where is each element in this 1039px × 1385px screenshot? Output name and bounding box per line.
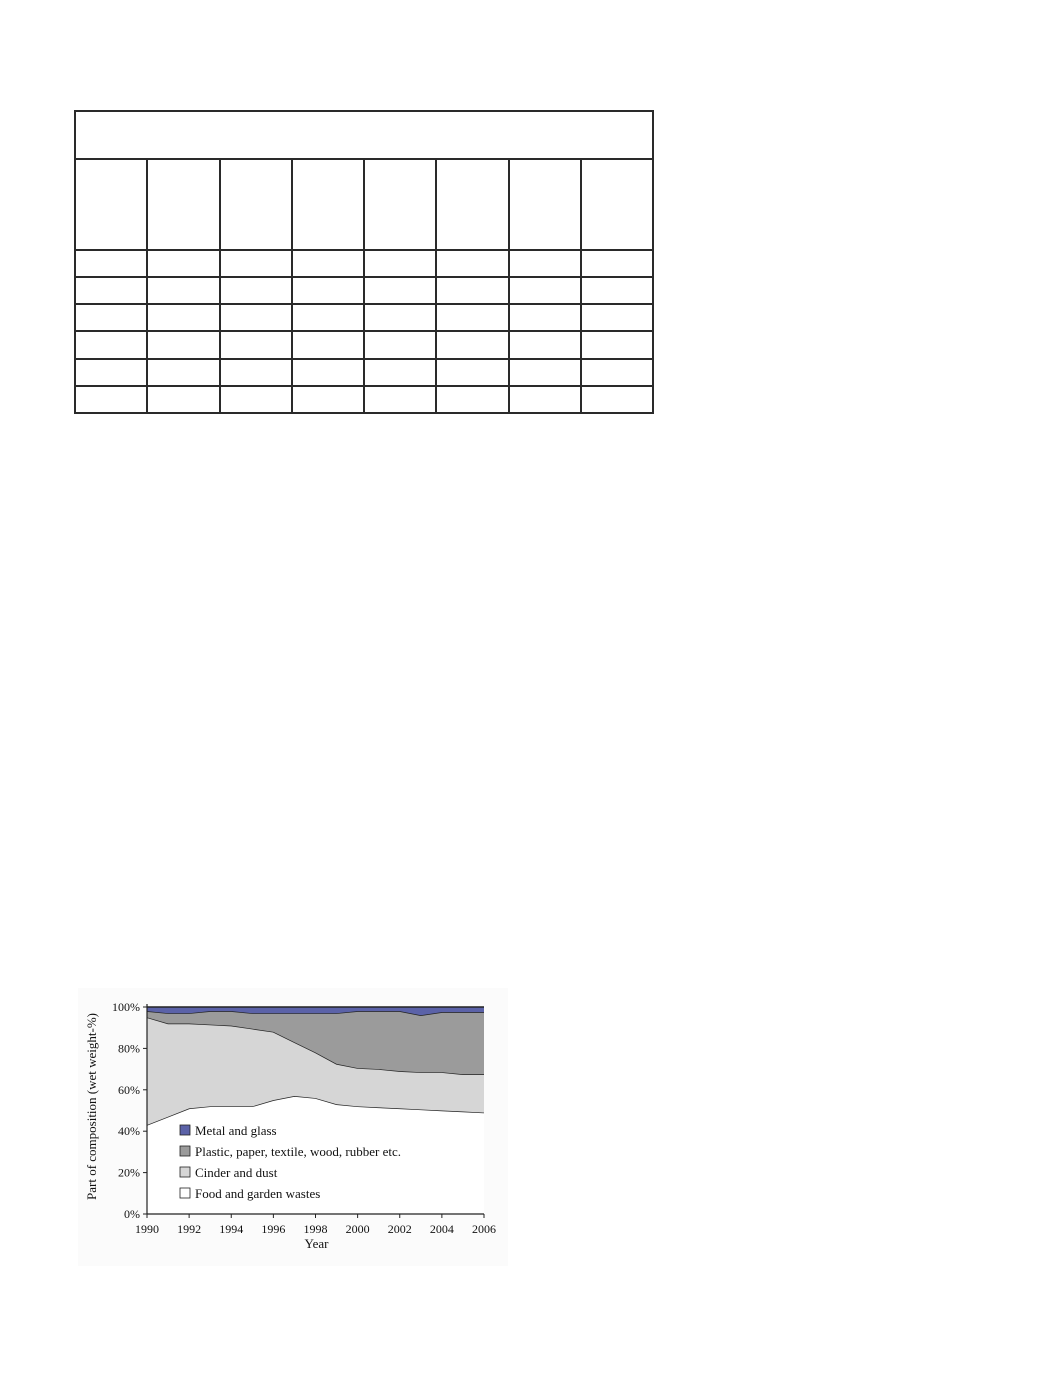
- table-cell: [436, 359, 508, 386]
- y-tick-label: 0%: [124, 1207, 140, 1221]
- table-cell: [581, 331, 653, 358]
- x-tick-label: 1998: [303, 1222, 328, 1236]
- legend-label: Plastic, paper, textile, wood, rubber etc.: [195, 1144, 401, 1159]
- legend-label: Food and garden wastes: [195, 1186, 321, 1201]
- table-cell: [147, 386, 219, 413]
- legend-label: Metal and glass: [195, 1123, 277, 1138]
- table-cell: [364, 359, 436, 386]
- table-title-cell: [75, 111, 653, 159]
- table-cell: [581, 277, 653, 304]
- table-cell: [581, 386, 653, 413]
- table-cell: [436, 386, 508, 413]
- table-cell: [147, 277, 219, 304]
- y-tick-label: 60%: [118, 1082, 140, 1097]
- x-tick-label: 2006: [472, 1222, 496, 1236]
- y-tick-label: 20%: [118, 1165, 140, 1180]
- table-cell: [364, 277, 436, 304]
- table-cell: [581, 250, 653, 277]
- table-cell: [509, 331, 581, 358]
- x-tick-label: 2002: [387, 1222, 412, 1236]
- table-cell: [220, 250, 292, 277]
- table-cell: [436, 277, 508, 304]
- table-cell: [436, 304, 508, 331]
- y-axis-title: Part of composition (wet weight-%): [84, 1012, 99, 1201]
- table-cell: [364, 250, 436, 277]
- table-cell: [147, 304, 219, 331]
- table-header-cell: [220, 159, 292, 250]
- table-cell: [509, 277, 581, 304]
- table-cell: [220, 331, 292, 358]
- table-row: [75, 386, 653, 413]
- table-cell: [436, 331, 508, 358]
- y-tick-label: 80%: [118, 1041, 140, 1056]
- x-axis-title: Year: [304, 1236, 329, 1251]
- x-tick-label: 2004: [429, 1222, 454, 1236]
- table-row: [75, 331, 653, 358]
- table-cell: [364, 386, 436, 413]
- table-cell: [75, 386, 147, 413]
- table-header-cell: [292, 159, 364, 250]
- table-cell: [75, 250, 147, 277]
- y-tick-label: 100%: [112, 1000, 140, 1014]
- table-cell: [292, 386, 364, 413]
- table-header-cell: [581, 159, 653, 250]
- table-cell: [364, 304, 436, 331]
- table-header-cell: [436, 159, 508, 250]
- table-header-cell: [509, 159, 581, 250]
- table-cell: [509, 250, 581, 277]
- x-tick-label: 1994: [219, 1222, 244, 1236]
- table-cell: [75, 304, 147, 331]
- table-cell: [147, 359, 219, 386]
- table-cell: [147, 250, 219, 277]
- table-cell: [581, 359, 653, 386]
- legend-label: Cinder and dust: [195, 1165, 278, 1180]
- table-cell: [220, 304, 292, 331]
- table-cell: [509, 386, 581, 413]
- table-header-cell: [147, 159, 219, 250]
- waste-composition-figure: [78, 988, 508, 1266]
- table-cell: [75, 277, 147, 304]
- x-tick-label: 2000: [345, 1222, 370, 1236]
- table-cell: [220, 277, 292, 304]
- y-tick-label: 40%: [118, 1124, 140, 1139]
- table-cell: [220, 359, 292, 386]
- table-cell: [147, 331, 219, 358]
- table-row: [75, 359, 653, 386]
- x-tick-label: 1996: [261, 1222, 286, 1236]
- table-row: [75, 250, 653, 277]
- table-header-row: [75, 159, 653, 250]
- table-row: [75, 277, 653, 304]
- data-table: [74, 110, 654, 414]
- table-row: [75, 304, 653, 331]
- table-cell: [292, 277, 364, 304]
- table-cell: [581, 304, 653, 331]
- table-cell: [509, 304, 581, 331]
- table-cell: [292, 250, 364, 277]
- table-header-cell: [75, 159, 147, 250]
- table-cell: [75, 359, 147, 386]
- table-cell: [509, 359, 581, 386]
- table-cell: [292, 304, 364, 331]
- legend-swatch: [180, 1146, 190, 1156]
- table-cell: [220, 386, 292, 413]
- table-cell: [364, 331, 436, 358]
- stacked-area-chart: [78, 988, 508, 1266]
- table-title-row: [75, 111, 653, 159]
- legend-swatch: [180, 1188, 190, 1198]
- legend-swatch: [180, 1167, 190, 1177]
- x-tick-label: 1990: [135, 1222, 159, 1236]
- table-cell: [75, 331, 147, 358]
- table-cell: [292, 331, 364, 358]
- table-cell: [436, 250, 508, 277]
- x-tick-label: 1992: [177, 1222, 202, 1236]
- table-header-cell: [364, 159, 436, 250]
- table-cell: [292, 359, 364, 386]
- legend-swatch: [180, 1125, 190, 1135]
